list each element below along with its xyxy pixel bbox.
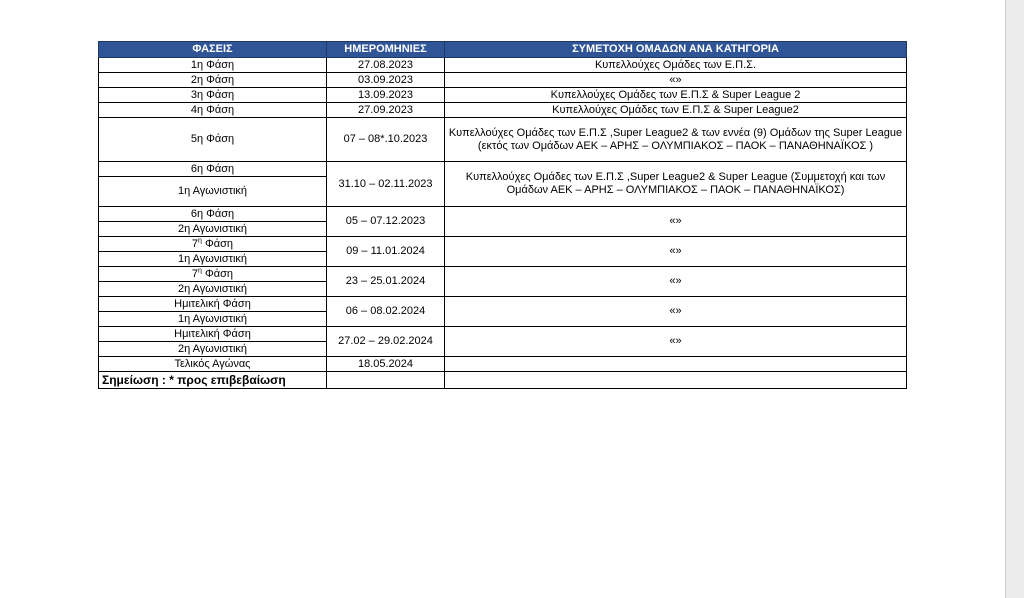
table-row bbox=[99, 73, 907, 88]
phase-cell: 1η Φάση bbox=[99, 58, 327, 73]
date-cell: 27.09.2023 bbox=[327, 103, 445, 118]
empty-cell bbox=[445, 372, 907, 389]
table-row bbox=[99, 357, 907, 372]
round-cell: 1η Αγωνιστική bbox=[99, 177, 327, 207]
date-cell: 27.02 – 29.02.2024 bbox=[327, 327, 445, 357]
teams-cell: «» bbox=[445, 73, 907, 88]
round-cell: 1η Αγωνιστική bbox=[99, 252, 327, 267]
empty-cell bbox=[327, 372, 445, 389]
phase-cell: 3η Φάση bbox=[99, 88, 327, 103]
teams-cell: Κυπελλούχες Ομάδες των Ε.Π.Σ. bbox=[445, 58, 907, 73]
teams-cell: Κυπελλούχες Ομάδες των Ε.Π.Σ ,Super League2 & Super League (Συμμετοχή και των Ομάδων ΑΕΚ – ΑΡΗΣ – ΟΛΥΜΠΙΑΚΟΣ – ΠΑΟΚ – ΠΑΝΑΘΗΝΑΪΚΟΣ) bbox=[445, 162, 907, 207]
teams-cell: «» bbox=[445, 237, 907, 267]
note-cell: Σημείωση : * προς επιβεβαίωση bbox=[99, 372, 327, 389]
phase-cell: 6η Φάση bbox=[99, 162, 327, 177]
teams-cell: «» bbox=[445, 267, 907, 297]
header-participation: ΣΥΜΕΤΟΧΗ ΟΜΑΔΩΝ ΑΝΑ ΚΑΤΗΓΟΡΙΑ bbox=[445, 42, 907, 58]
note-row bbox=[99, 372, 907, 389]
round-cell: 1η Αγωνιστική bbox=[99, 312, 327, 327]
table-row bbox=[99, 58, 907, 73]
phase-ordinal: η bbox=[198, 236, 202, 244]
phase-cell: Ημιτελική Φάση bbox=[99, 327, 327, 342]
viewer-scroll-gutter bbox=[1006, 0, 1024, 598]
phase-cell: 4η Φάση bbox=[99, 103, 327, 118]
teams-cell bbox=[445, 357, 907, 372]
table-row bbox=[99, 297, 907, 312]
date-cell: 07 – 08*.10.2023 bbox=[327, 118, 445, 162]
header-phases: ΦΑΣΕΙΣ bbox=[99, 42, 327, 58]
date-cell: 06 – 08.02.2024 bbox=[327, 297, 445, 327]
phase-cell bbox=[99, 267, 327, 282]
phase-number: 7 bbox=[191, 267, 199, 280]
phase-cell bbox=[99, 237, 327, 252]
table-row bbox=[99, 207, 907, 222]
teams-cell: «» bbox=[445, 207, 907, 237]
date-cell: 31.10 – 02.11.2023 bbox=[327, 162, 445, 207]
date-cell: 03.09.2023 bbox=[327, 73, 445, 88]
phase-cell: 2η Φάση bbox=[99, 73, 327, 88]
teams-cell: «» bbox=[445, 327, 907, 357]
teams-cell: Κυπελλούχες Ομάδες των Ε.Π.Σ ,Super League2 & των εννέα (9) Ομάδων της Super League (εκτός των Ομάδων ΑΕΚ – ΑΡΗΣ – ΟΛΥΜΠΙΑΚΟΣ – ΠΑΟΚ – ΠΑΝΑΘΗΝΑΪΚΟΣ ) bbox=[445, 118, 907, 162]
phase-word: Φάση bbox=[201, 267, 234, 280]
round-cell: 2η Αγωνιστική bbox=[99, 282, 327, 297]
phase-cell: 5η Φάση bbox=[99, 118, 327, 162]
date-cell: 27.08.2023 bbox=[327, 58, 445, 73]
phase-cell: Τελικός Αγώνας bbox=[99, 357, 327, 372]
round-cell: 2η Αγωνιστική bbox=[99, 222, 327, 237]
table-row bbox=[99, 327, 907, 342]
teams-cell: «» bbox=[445, 297, 907, 327]
table-row bbox=[99, 237, 907, 252]
table-row bbox=[99, 267, 907, 282]
round-cell: 2η Αγωνιστική bbox=[99, 342, 327, 357]
table-row bbox=[99, 88, 907, 103]
teams-cell: Κυπελλούχες Ομάδες των Ε.Π.Σ & Super League 2 bbox=[445, 88, 907, 103]
teams-cell: Κυπελλούχες Ομάδες των Ε.Π.Σ & Super League2 bbox=[445, 103, 907, 118]
date-cell: 13.09.2023 bbox=[327, 88, 445, 103]
date-cell: 18.05.2024 bbox=[327, 357, 445, 372]
table-row bbox=[99, 103, 907, 118]
table-header-row bbox=[99, 42, 907, 58]
date-cell: 09 – 11.01.2024 bbox=[327, 237, 445, 267]
date-cell: 05 – 07.12.2023 bbox=[327, 207, 445, 237]
phase-number: 7 bbox=[191, 237, 199, 250]
phase-cell: Ημιτελική Φάση bbox=[99, 297, 327, 312]
phase-cell: 6η Φάση bbox=[99, 207, 327, 222]
phase-word: Φάση bbox=[201, 237, 234, 250]
table-row bbox=[99, 118, 907, 162]
table-row bbox=[99, 162, 907, 177]
date-cell: 23 – 25.01.2024 bbox=[327, 267, 445, 297]
phase-ordinal: η bbox=[198, 266, 202, 274]
schedule-table bbox=[98, 41, 907, 389]
header-dates: ΗΜΕΡΟΜΗΝΙΕΣ bbox=[327, 42, 445, 58]
